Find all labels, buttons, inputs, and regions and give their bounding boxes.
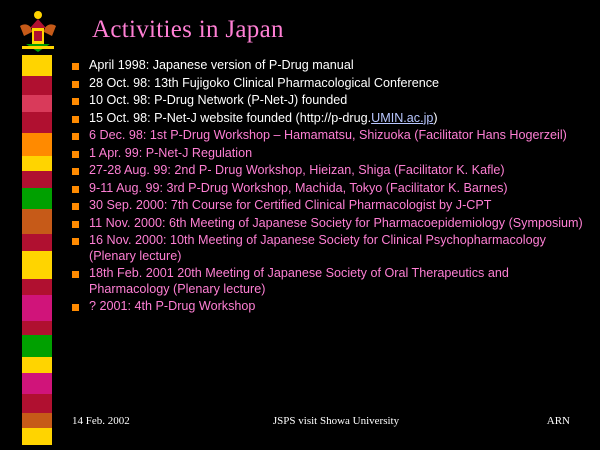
umin-link[interactable]: UMIN.ac.jp bbox=[371, 110, 434, 125]
list-item bbox=[72, 299, 588, 315]
list-item bbox=[72, 198, 588, 214]
list-item bbox=[72, 76, 588, 92]
square-bullet-icon bbox=[72, 81, 79, 88]
square-bullet-icon bbox=[72, 133, 79, 140]
list-item bbox=[72, 146, 588, 162]
university-crest-icon bbox=[12, 6, 64, 58]
square-bullet-icon bbox=[72, 168, 79, 175]
list-item bbox=[72, 233, 588, 264]
list-item-label: 1 Apr. 99: P-Net-J Regulation bbox=[89, 145, 253, 160]
list-item-label: 27-28 Aug. 99: 2nd P- Drug Workshop, Hieizan, Shiga (Facilitator K. Kafle) bbox=[89, 163, 505, 177]
list-item-label: ? 2001: 4th P-Drug Workshop bbox=[89, 299, 256, 313]
list-item-label: April 1998: Japanese version of P-Drug manual bbox=[89, 58, 354, 72]
list-item bbox=[72, 128, 588, 144]
square-bullet-icon bbox=[72, 186, 79, 193]
list-item bbox=[72, 93, 588, 109]
list-item bbox=[72, 216, 588, 232]
square-bullet-icon bbox=[72, 203, 79, 210]
square-bullet-icon bbox=[72, 271, 79, 278]
square-bullet-icon bbox=[72, 221, 79, 228]
list-item bbox=[72, 111, 588, 127]
list-item-label: 28 Oct. 98: 13th Fujigoko Clinical Pharmacological Conference bbox=[89, 75, 440, 90]
square-bullet-icon bbox=[72, 63, 79, 70]
square-bullet-icon bbox=[72, 98, 79, 105]
list-item bbox=[72, 58, 588, 74]
list-item-text: 15 Oct. 98: P-Net-J website founded (http://p-drug. bbox=[89, 110, 372, 125]
list-item-label: 30 Sep. 2000: 7th Course for Certified Clinical Pharmacologist by J-CPT bbox=[89, 198, 492, 212]
list-item-label: 6 Dec. 98: 1st P-Drug Workshop – Hamamatsu, Shizuoka (Facilitator Hans Hogerzeil) bbox=[89, 128, 567, 142]
list-item-label: 16 Nov. 2000: 10th Meeting of Japanese Society for Clinical Psychopharmacology (Plenary lecture) bbox=[89, 233, 546, 263]
list-item-text-tail: ) bbox=[433, 110, 438, 125]
list-item bbox=[72, 266, 588, 297]
footer-author: ARN bbox=[546, 415, 570, 427]
page-title: Activities in Japan bbox=[92, 16, 284, 43]
list-item-label: 9-11 Aug. 99: 3rd P-Drug Workshop, Machida, Tokyo (Facilitator K. Barnes) bbox=[89, 180, 508, 195]
list-item-label bbox=[89, 111, 588, 127]
decorative-color-strip bbox=[22, 55, 52, 445]
list-item bbox=[72, 181, 588, 197]
list-item-label: 18th Feb. 2001 20th Meeting of Japanese Society of Oral Therapeutics and Pharmacology (Plenary lecture) bbox=[89, 266, 509, 296]
list-item bbox=[72, 163, 588, 179]
list-item-label: 11 Nov. 2000: 6th Meeting of Japanese Society for Pharmacoepidemiology (Symposium) bbox=[89, 215, 583, 230]
slide-footer bbox=[72, 415, 588, 427]
square-bullet-icon bbox=[72, 151, 79, 158]
footer-center-text: JSPS visit Showa University bbox=[272, 415, 400, 427]
square-bullet-icon bbox=[72, 304, 79, 311]
square-bullet-icon bbox=[72, 238, 79, 245]
list-item-label: 10 Oct. 98: P-Drug Network (P-Net-J) founded bbox=[89, 93, 348, 107]
bullet-list bbox=[72, 58, 588, 317]
footer-date: 14 Feb. 2002 bbox=[72, 415, 130, 427]
square-bullet-icon bbox=[72, 116, 79, 123]
